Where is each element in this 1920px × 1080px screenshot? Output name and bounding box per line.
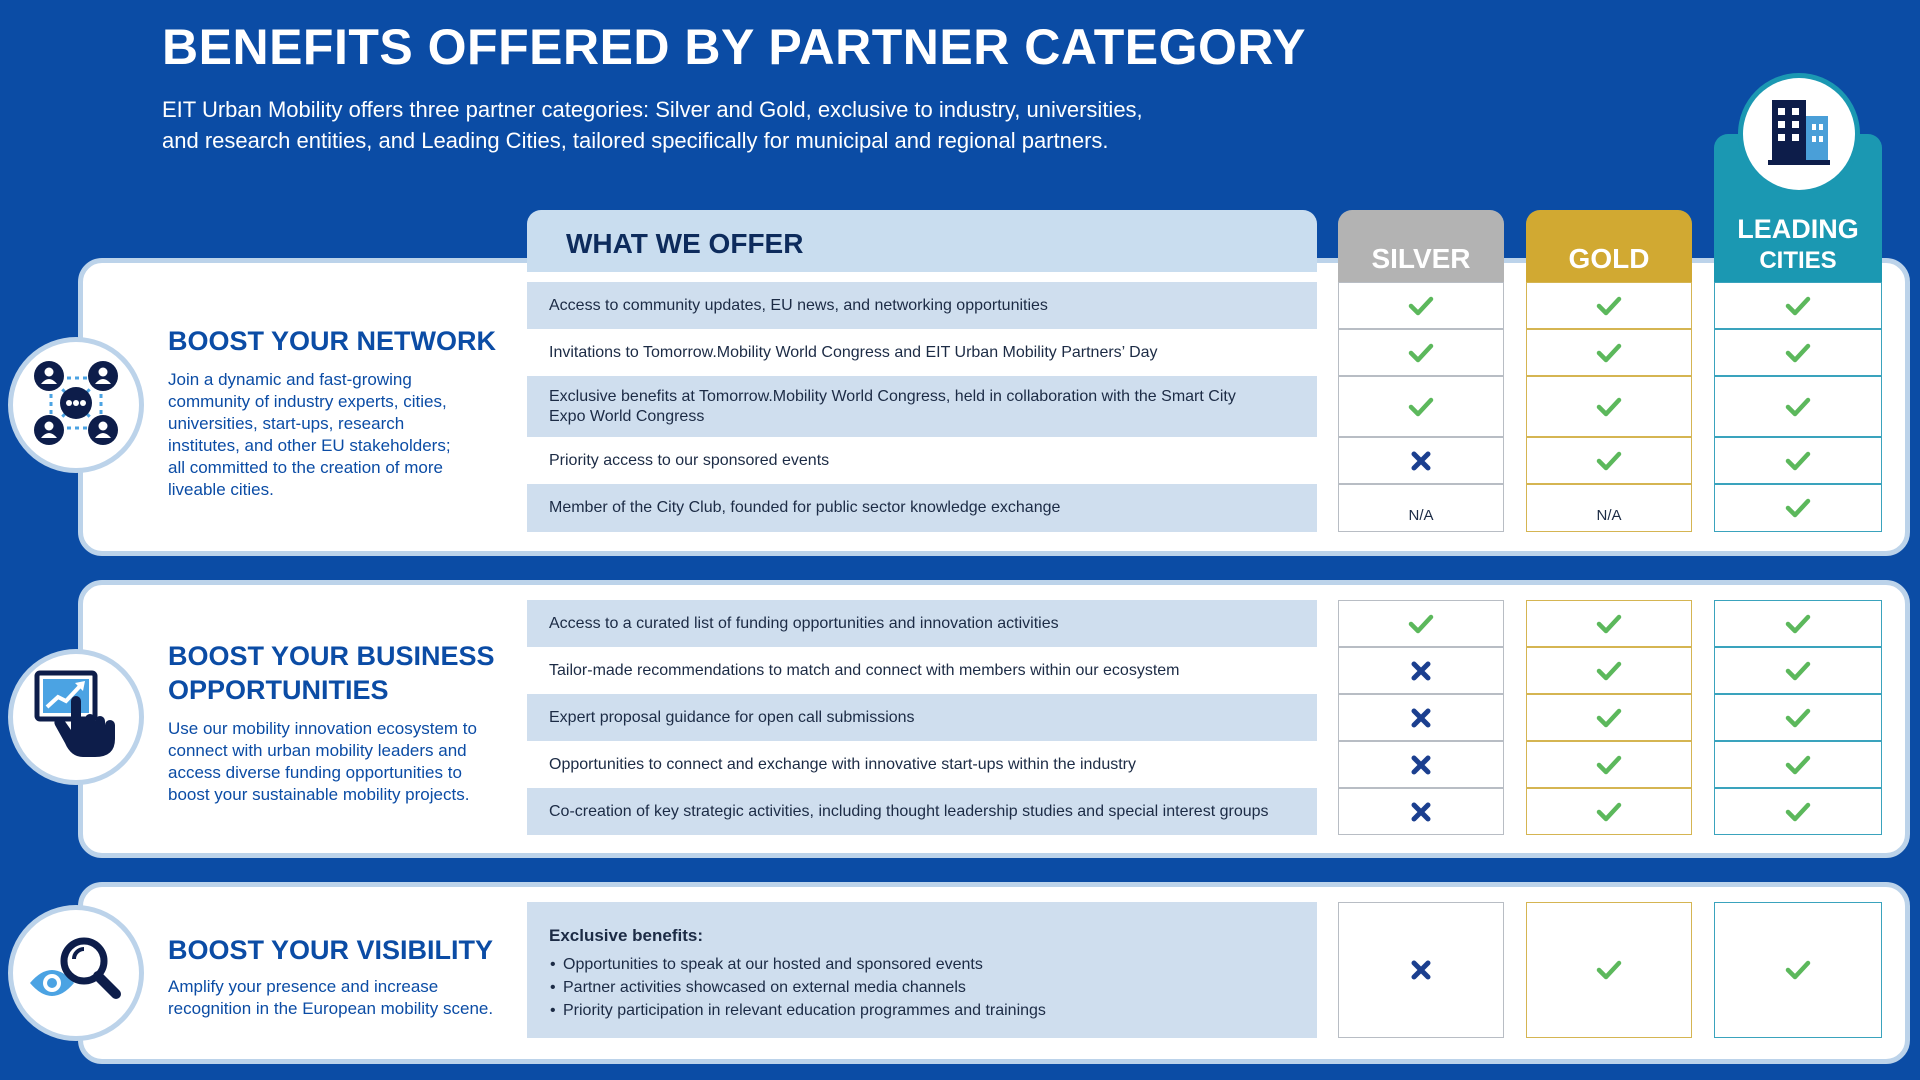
- business-icon-circle: [8, 649, 144, 785]
- check-icon: [1596, 451, 1622, 471]
- cell-gold: [1526, 600, 1692, 647]
- check-icon: [1785, 498, 1811, 518]
- cell-leading: [1714, 647, 1882, 694]
- check-icon: [1785, 296, 1811, 316]
- check-icon: [1785, 960, 1811, 980]
- cell-silver: [1338, 600, 1504, 647]
- cell-gold: [1526, 694, 1692, 741]
- check-icon: [1785, 614, 1811, 634]
- benefit-row: Member of the City Club, founded for public sector knowledge exchange: [527, 484, 1317, 532]
- eye-magnifier-icon: [26, 931, 126, 1016]
- cross-icon: [1411, 708, 1431, 728]
- cell-silver: [1338, 484, 1504, 532]
- cell-gold: [1526, 741, 1692, 788]
- check-icon: [1596, 708, 1622, 728]
- visibility-icon-circle: [8, 905, 144, 1041]
- list-item: • Partner activities showcased on external media channels: [563, 976, 1295, 999]
- page-title: BENEFITS OFFERED BY PARTNER CATEGORY: [162, 19, 1307, 75]
- list-item: • Priority participation in relevant education programmes and trainings: [563, 999, 1295, 1022]
- cell-leading: [1714, 600, 1882, 647]
- cell-gold: [1526, 484, 1692, 532]
- cell-leading: [1714, 376, 1882, 437]
- section-desc-network: Join a dynamic and fast-growing community of industry experts, cities, universities, start-ups, research institutes, and other EU stakeholders; all committed to the creation of more liveable cities.: [168, 370, 451, 499]
- visibility-benefits-box: [527, 902, 1317, 1038]
- cell-leading: [1714, 694, 1882, 741]
- check-icon: [1785, 661, 1811, 681]
- check-icon: [1408, 296, 1434, 316]
- cell-leading: [1714, 437, 1882, 484]
- what-we-offer-header: WHAT WE OFFER: [527, 210, 1317, 272]
- cross-icon: [1411, 960, 1431, 980]
- check-icon: [1596, 661, 1622, 681]
- section-title-business: BOOST YOUR BUSINESS OPPORTUNITIES: [168, 641, 495, 705]
- cross-icon: [1411, 661, 1431, 681]
- check-icon: [1785, 802, 1811, 822]
- cell-leading: [1714, 282, 1882, 329]
- cell-silver: [1338, 376, 1504, 437]
- check-icon: [1596, 397, 1622, 417]
- benefit-row: Co-creation of key strategic activities, including thought leadership studies and special interest groups: [527, 788, 1317, 835]
- cell-gold: [1526, 329, 1692, 376]
- benefit-row: Tailor-made recommendations to match and connect with members within our ecosystem: [527, 647, 1317, 694]
- cell-silver: [1338, 788, 1504, 835]
- cross-icon: [1411, 451, 1431, 471]
- benefit-row: Access to community updates, EU news, and networking opportunities: [527, 282, 1317, 329]
- check-icon: [1785, 755, 1811, 775]
- cell-silver: [1338, 741, 1504, 788]
- check-icon: [1596, 614, 1622, 634]
- cross-icon: [1411, 755, 1431, 775]
- cell-leading: [1714, 788, 1882, 835]
- list-item: • Opportunities to speak at our hosted and sponsored events: [563, 953, 1295, 976]
- cell-gold: [1526, 376, 1692, 437]
- leading-cities-badge: [1738, 73, 1860, 195]
- section-title-visibility: BOOST YOUR VISIBILITY: [168, 935, 494, 965]
- cell-gold: [1526, 437, 1692, 484]
- tier-header-leading-cities: LEADING CITIES: [1714, 134, 1882, 282]
- check-icon: [1785, 708, 1811, 728]
- cell-gold: [1526, 788, 1692, 835]
- cell-gold: [1526, 282, 1692, 329]
- benefit-row: Opportunities to connect and exchange with innovative start-ups within the industry: [527, 741, 1317, 788]
- na-label: N/A: [1596, 506, 1622, 524]
- building-icon: [1762, 96, 1836, 173]
- network-icon-circle: [8, 337, 144, 473]
- benefit-row: Invitations to Tomorrow.Mobility World Congress and EIT Urban Mobility Partners’ Day: [527, 329, 1317, 376]
- section-title-network: BOOST YOUR NETWORK: [168, 326, 497, 356]
- intro-text: EIT Urban Mobility offers three partner categories: Silver and Gold, exclusive to industry, universities, and research entities, and Leading Cities, tailored specifically for municipal and regional partners.: [162, 97, 1143, 153]
- cell-silver: [1338, 329, 1504, 376]
- na-label: N/A: [1408, 506, 1434, 524]
- section-desc-business: Use our mobility innovation ecosystem to connect with urban mobility leaders and access diverse funding opportunities to boost your sustainable mobility projects.: [168, 719, 477, 804]
- benefit-row: Access to a curated list of funding opportunities and innovation activities: [527, 600, 1317, 647]
- visibility-benefits-heading: Exclusive benefits:: [549, 926, 704, 945]
- cell-leading: [1714, 484, 1882, 532]
- cell-silver: [1338, 694, 1504, 741]
- cell-silver: [1338, 282, 1504, 329]
- cell-silver: [1338, 647, 1504, 694]
- check-icon: [1596, 296, 1622, 316]
- cell-silver: [1338, 902, 1504, 1038]
- section-desc-visibility: Amplify your presence and increase recognition in the European mobility scene.: [168, 977, 494, 1018]
- cell-leading: [1714, 329, 1882, 376]
- benefit-row: Priority access to our sponsored events: [527, 437, 1317, 484]
- cell-gold: [1526, 902, 1692, 1038]
- check-icon: [1596, 343, 1622, 363]
- check-icon: [1596, 802, 1622, 822]
- check-icon: [1408, 343, 1434, 363]
- check-icon: [1785, 397, 1811, 417]
- cell-leading: [1714, 902, 1882, 1038]
- cell-gold: [1526, 647, 1692, 694]
- tier-header-gold: GOLD: [1526, 210, 1692, 282]
- check-icon: [1408, 397, 1434, 417]
- visibility-benefits-list: [549, 953, 1295, 1022]
- cell-silver: [1338, 437, 1504, 484]
- benefit-row: Expert proposal guidance for open call submissions: [527, 694, 1317, 741]
- touchscreen-chart-icon: [31, 667, 121, 768]
- check-icon: [1596, 960, 1622, 980]
- tier-header-silver: SILVER: [1338, 210, 1504, 282]
- benefit-row: Exclusive benefits at Tomorrow.Mobility World Congress, held in collaboration with the Smart City Expo World Congress: [527, 376, 1317, 437]
- cross-icon: [1411, 802, 1431, 822]
- check-icon: [1596, 755, 1622, 775]
- check-icon: [1785, 343, 1811, 363]
- check-icon: [1408, 614, 1434, 634]
- network-people-icon: [29, 356, 123, 455]
- check-icon: [1785, 451, 1811, 471]
- cell-leading: [1714, 741, 1882, 788]
